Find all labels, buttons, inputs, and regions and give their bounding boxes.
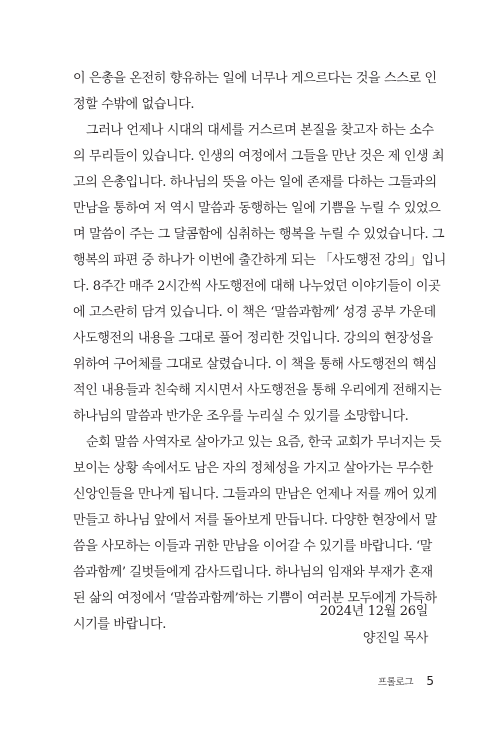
text-line: 위하여 구어체를 그대로 살렸습니다. 이 책을 통해 사도행전의 핵심 xyxy=(73,357,437,372)
text-line: 만남을 통하여 저 역시 말씀과 동행하는 일에 기쁨을 누릴 수 있었으 xyxy=(73,201,441,216)
text-line: 하나님의 말씀과 반가운 조우를 누리실 수 있기를 소망합니다. xyxy=(73,409,409,424)
text-line: 사도행전의 내용을 그대로 풀어 정리한 것입니다. 강의의 현장성을 xyxy=(73,331,433,346)
text-line: 순회 말씀 사역자로 살아가고 있는 요즘, 한국 교회가 무너지는 듯 xyxy=(86,435,442,450)
prologue-body xyxy=(73,66,446,638)
text-line: 고의 은총입니다. 하나님의 뜻을 아는 일에 존재를 다하는 그들과의 xyxy=(73,175,437,190)
text-line: 이 은총을 온전히 향유하는 일에 너무나 게으르다는 것을 스스로 인 xyxy=(73,71,437,86)
text-line: 씀과함께’ 길벗들에게 감사드립니다. 하나님의 임재와 부재가 혼재 xyxy=(73,565,433,580)
text-line: 신앙인들을 만나게 됩니다. 그들과의 만남은 언제나 저를 깨어 있게 xyxy=(73,487,437,502)
text-line: 된 삶의 여정에서 ‘말씀과함께’하는 기쁨이 여러분 모두에게 가득하 xyxy=(73,591,437,606)
text-line: 그러나 언제나 시대의 대세를 거스르며 본질을 찾고자 하는 소수 xyxy=(86,123,434,138)
text-line: 다. 8주간 매주 2시간씩 사도행전에 대해 나누었던 이야기들이 이곳 xyxy=(73,279,441,294)
paragraph-1 xyxy=(73,66,437,118)
text-line: 에 고스란히 담겨 있습니다. 이 책은 ‘말씀과함께’ 성경 공부 가운데 xyxy=(73,305,436,320)
paragraph-2 xyxy=(73,118,446,430)
text-line: 만들고 하나님 앞에서 저를 돌아보게 만듭니다. 다양한 현장에서 말 xyxy=(73,513,437,528)
text-line: 정할 수밖에 없습니다. xyxy=(73,97,195,112)
text-line: 적인 내용들과 친숙해 지시면서 사도행전을 통해 우리에게 전해지는 xyxy=(73,383,442,398)
signature-date: 2024년 12월 26일 xyxy=(319,604,428,619)
signature-author: 양진일 목사 xyxy=(362,631,428,646)
running-footer-section: 프롤로그 xyxy=(377,677,414,688)
page-number: 5 xyxy=(426,674,434,688)
text-line: 행복의 파편 중 하나가 이번에 출간하게 되는 「사도행전 강의」입니 xyxy=(73,253,446,268)
text-line: 시기를 바랍니다. xyxy=(73,617,167,632)
text-line: 의 무리들이 있습니다. 인생의 여정에서 그들을 만난 것은 제 인생 최 xyxy=(73,149,445,164)
text-line: 며 말씀이 주는 그 달콤함에 심취하는 행복을 누릴 수 있었습니다. 그 xyxy=(73,227,445,242)
text-line: 씀을 사모하는 이들과 귀한 만남을 이어갈 수 있기를 바랍니다. ‘말 xyxy=(73,539,433,554)
text-line: 보이는 상황 속에서도 남은 자의 정체성을 가지고 살아가는 무수한 xyxy=(73,461,433,476)
page-footer xyxy=(378,670,434,689)
